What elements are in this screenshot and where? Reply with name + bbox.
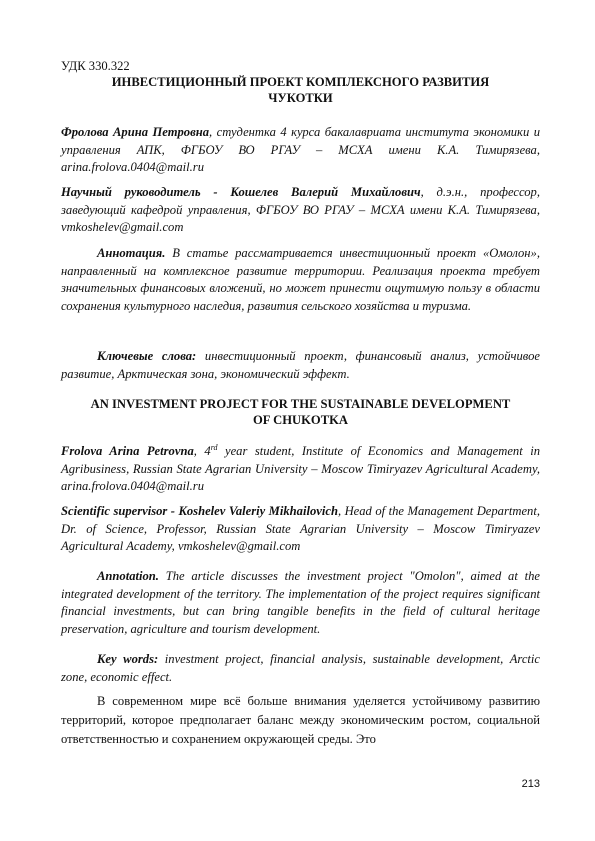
supervisor-ru-details: , д.э.н., профессор, заведующий кафедрой управления, ФГБОУ ВО РГАУ – МСХА имени К.А. Тимирязева, vmkoshelev@gmail.com xyxy=(61,185,540,234)
author-en-sup: rd xyxy=(210,442,218,452)
annotation-en-label: Annotation. xyxy=(97,569,159,583)
author-en-name: Frolova Arina Petrovna xyxy=(61,444,194,458)
author-ru-details: , студентка 4 курса бакалавриата института экономики и управления АПК, ФГБОУ ВО РГАУ – МСХА имени К.А. Тимирязева, arina.frolova.0404@mail.ru xyxy=(61,125,540,174)
annotation-en xyxy=(61,568,540,638)
author-en-pre: , 4 xyxy=(193,444,211,458)
keywords-en-label: Key words: xyxy=(97,652,159,666)
keywords-ru-label: Ключевые слова: xyxy=(97,349,197,363)
annotation-en-text: The article discusses the investment project "Omolon", aimed at the integrated development of the territory. The implementation of the project requires significant financial investments, but can bring tangible benefits in the field of cultural heritage preservation, agriculture and tourism development. xyxy=(61,569,540,636)
supervisor-ru xyxy=(61,184,540,237)
author-en xyxy=(61,443,540,496)
udk-code: УДК 330.322 xyxy=(61,59,130,73)
keywords-en xyxy=(61,651,540,686)
author-ru xyxy=(61,124,540,177)
supervisor-ru-name: Научный руководитель - Кошелев Валерий Михайлович xyxy=(61,185,421,199)
body-paragraph: В современном мире всё больше внимания уделяется устойчивому развитию территорий, которое предполагает баланс между экономическим ростом, социальной ответственностью и сохранением окружающей среды. Это xyxy=(61,694,540,746)
supervisor-en-name: Scientific supervisor - Koshelev Valeriy Mikhailovich xyxy=(61,504,338,518)
title-en: AN INVESTMENT PROJECT FOR THE SUSTAINABLE DEVELOPMENT OF CHUKOTKA xyxy=(90,397,511,427)
author-ru-name: Фролова Арина Петровна xyxy=(61,125,210,139)
keywords-ru-text: инвестиционный проект, финансовый анализ, устойчивое развитие, Арктическая зона, экономический эффект. xyxy=(61,349,540,381)
author-en-details: year student, Institute of Economics and Management in Agribusiness, Russian State Agrarian University – Moscow Timiryazev Agricultural Academy, arina.frolova.0404@mail.ru xyxy=(61,444,541,493)
annotation-ru-text: В статье рассматривается инвестиционный проект «Омолон», направленный на комплексное развитие территории. Реализация проекта требует значительных финансовых вложений, но может принести ощутимую пользу в области сохранения культурного наследия, развития сельского хозяйства и туризма. xyxy=(61,246,540,313)
supervisor-en xyxy=(61,503,540,556)
keywords-en-text: investment project, financial analysis, sustainable development, Arctic zone, economic effect. xyxy=(61,652,541,684)
annotation-ru-label: Аннотация. xyxy=(97,246,166,260)
title-ru: ИНВЕСТИЦИОННЫЙ ПРОЕКТ КОМПЛЕКСНОГО РАЗВИТИЯ ЧУКОТКИ xyxy=(111,75,490,105)
page-number: 213 xyxy=(521,778,540,790)
supervisor-en-details: , Head of the Management Department, Dr. of Science, Professor, Russian State Agrarian University – Moscow Timiryazev Agricultural Academy, vmkoshelev@gmail.com xyxy=(61,504,540,553)
annotation-ru xyxy=(61,245,540,315)
keywords-ru xyxy=(61,348,540,383)
